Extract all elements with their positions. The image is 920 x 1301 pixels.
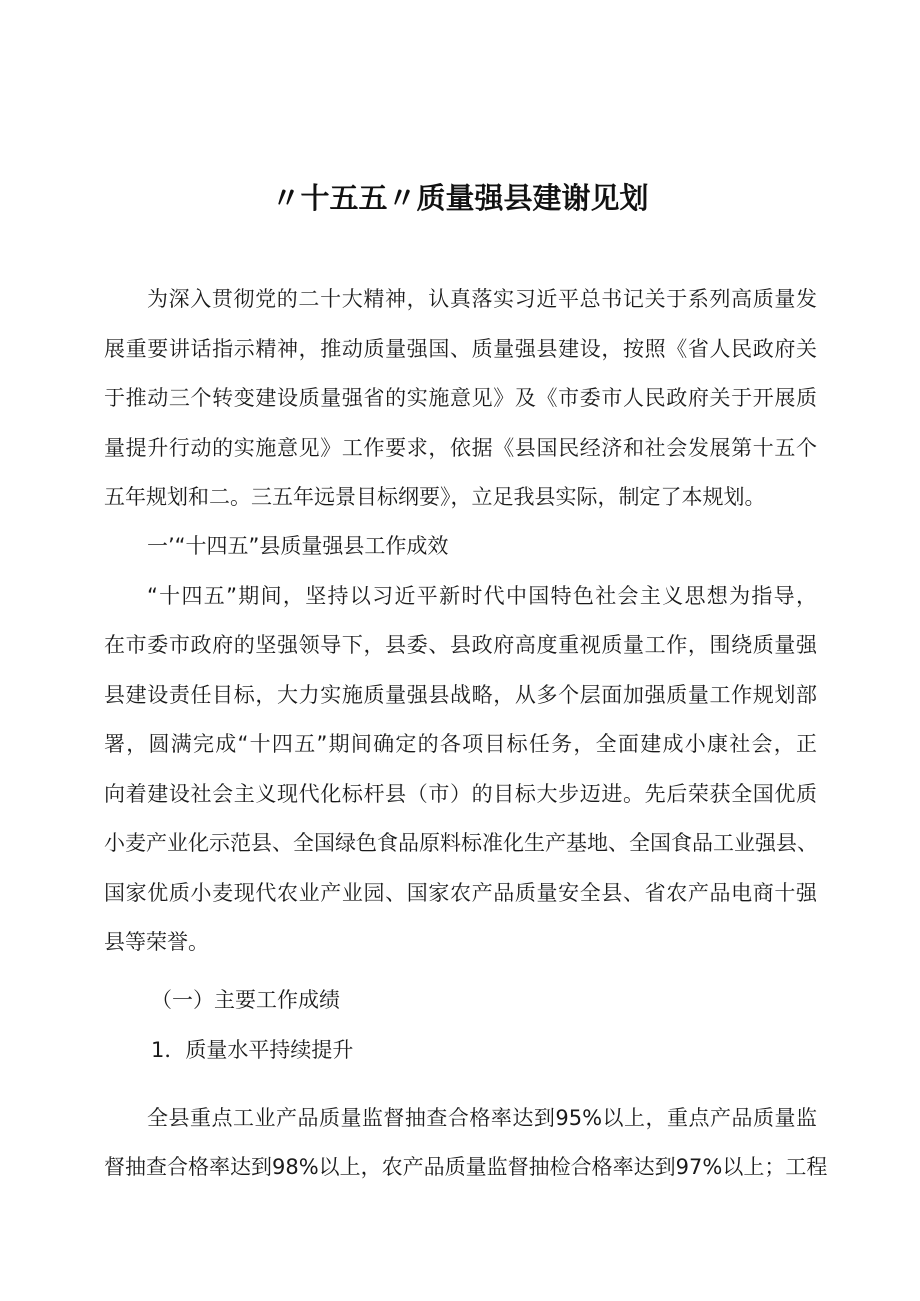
item-line-1: 全县重点工业产品质量监督抽查合格率达到95%以上，重点产品质量监: [147, 1106, 817, 1130]
intro-line-2: 展重要讲话指示精神，推动质量强国、质量强县建设，按照《省人民政府关: [104, 337, 817, 361]
subsection-heading: （一）主要工作成绩: [151, 988, 340, 1012]
section1-line-2: 在市委市政府的坚强领导下，县委、县政府高度重视质量工作，围绕质量强: [104, 633, 817, 657]
section1-line-5: 向着建设社会主义现代化标杆县（市）的目标大步迈进。先后荣获全国优质: [104, 782, 817, 806]
section1-line-1: “十四五”期间，坚持以习近平新时代中国特色社会主义思想为指导，: [147, 584, 817, 608]
section1-line-4: 署，圆满完成“十四五”期间确定的各项目标任务，全面建成小康社会，正: [104, 732, 817, 756]
section-heading: 一’“十四五”县质量强县工作成效: [147, 534, 449, 558]
intro-line-1: 为深入贯彻党的二十大精神，认真落实习近平总书记关于系列高质量发: [147, 287, 817, 311]
section1-line-8: 县等荣誉。: [104, 930, 209, 954]
section1-line-6: 小麦产业化示范县、全国绿色食品原料标准化生产基地、全国食品工业强县、: [104, 831, 818, 855]
section1-line-3: 县建设责任目标，大力实施质量强县战略，从多个层面加强质量工作规划部: [104, 683, 817, 707]
intro-line-5: 五年规划和二。三五年远景目标纲要》，立足我县实际，制定了本规划。: [104, 485, 766, 509]
intro-line-3: 于推动三个转变建设质量强省的实施意见》及《市委市人民政府关于开展质: [104, 386, 817, 410]
section1-line-7: 国家优质小麦现代农业产业园、国家农产品质量安全县、省农产品电商十强: [104, 881, 817, 905]
item-heading: 1．质量水平持续提升: [151, 1038, 354, 1062]
document-title: 〃十五五〃质量强县建谢见划: [271, 181, 649, 215]
intro-line-4: 量提升行动的实施意见》工作要求，依据《县国民经济和社会发展第十五个: [104, 436, 817, 460]
item-line-2: 督抽查合格率达到98%以上，农产品质量监督抽检合格率达到97%以上；工程: [104, 1155, 828, 1179]
